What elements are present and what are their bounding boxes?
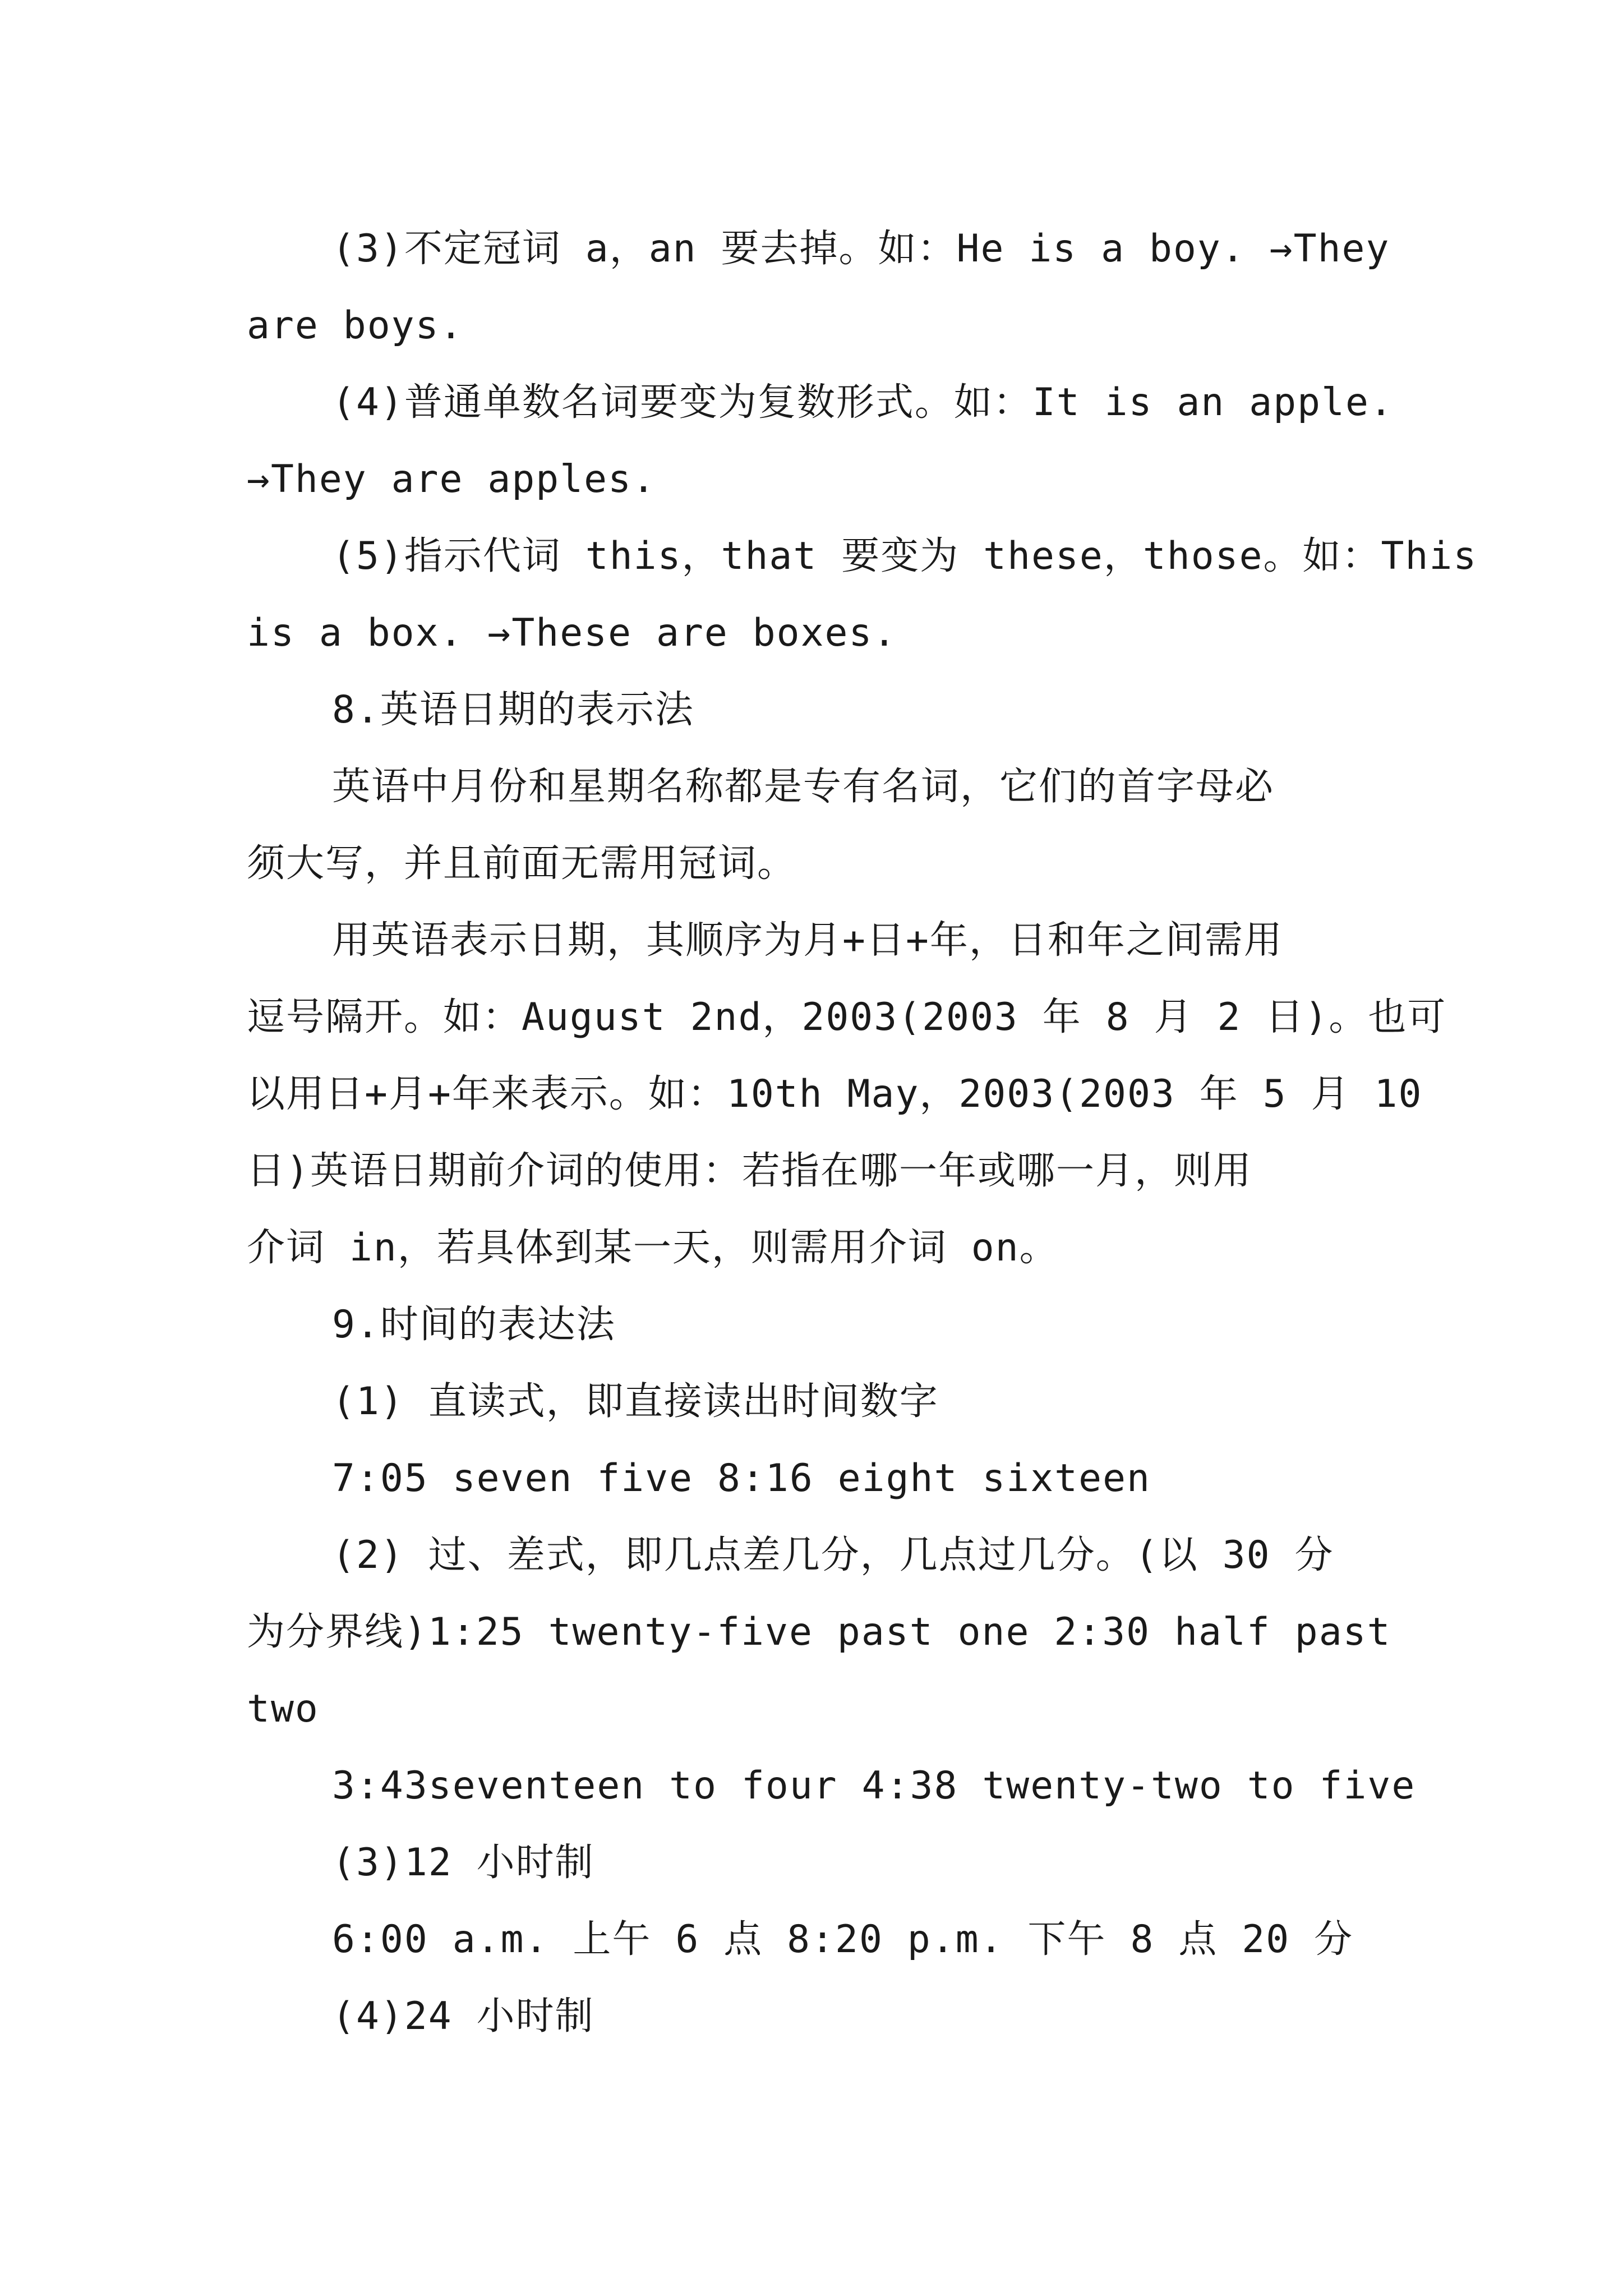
text-line: 为分界线)1:25 twenty-five past one 2:30 half past <box>247 1610 1391 1654</box>
text-line: (3)12 小时制 <box>332 1841 594 1885</box>
text-line: 3:43seventeen to four 4:38 twenty-two to five <box>332 1764 1416 1808</box>
section-heading-dates: 8.英语日期的表示法 <box>332 688 694 732</box>
text-line: (4)24 小时制 <box>332 1994 594 2039</box>
section-heading-time: 9.时间的表达法 <box>332 1303 616 1347</box>
text-line: 介词 in，若具体到某一天，则需用介词 on。 <box>247 1226 1059 1270</box>
text-line: (4)普通单数名词要变为复数形式。如：It is an apple. <box>332 380 1394 425</box>
text-line: (3)不定冠词 a，an 要去掉。如：He is a boy. →They <box>332 227 1390 271</box>
text-line: is a box. →These are boxes. <box>247 611 897 655</box>
text-line: are boys. <box>247 303 464 348</box>
text-line: 日)英语日期前介词的使用：若指在哪一年或哪一月，则用 <box>247 1149 1252 1193</box>
text-line: (1) 直读式，即直接读出时间数字 <box>332 1379 939 1424</box>
text-line: 逗号隔开。如：August 2nd，2003(2003 年 8 月 2 日)。也可 <box>247 995 1447 1039</box>
document-body <box>247 210 1478 2055</box>
text-line: 7:05 seven five 8:16 eight sixteen <box>332 1456 1151 1501</box>
text-line: 用英语表示日期，其顺序为月+日+年，日和年之间需用 <box>332 918 1283 963</box>
text-line: 须大写，并且前面无需用冠词。 <box>247 841 797 886</box>
text-line: →They are apples. <box>247 457 656 501</box>
text-line: (2) 过、差式，即几点差几分，几点过几分。(以 30 分 <box>332 1533 1334 1577</box>
text-line: two <box>247 1687 319 1731</box>
text-line: 英语中月份和星期名称都是专有名词，它们的首字母必 <box>332 765 1275 809</box>
text-line: (5)指示代词 this，that 要变为 these，those。如：This <box>332 534 1478 578</box>
text-line: 以用日+月+年来表示。如：10th May，2003(2003 年 5 月 10 <box>247 1072 1423 1116</box>
text-line: 6:00 a.m. 上午 6 点 8:20 p.m. 下午 8 点 20 分 <box>332 1917 1354 1962</box>
